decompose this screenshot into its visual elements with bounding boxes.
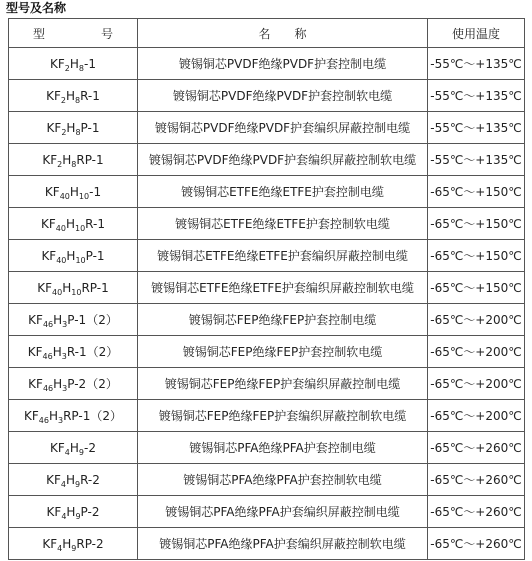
table-row [9, 80, 525, 112]
table-row [9, 48, 525, 80]
temp-cell: -65℃～+150℃ [428, 240, 525, 272]
name-cell: 镀锡铜芯ETFE绝缘ETFE护套编织屏蔽控制电缆 [138, 240, 428, 272]
model-cell: $KF_{40}H_{10}-1$ [9, 176, 138, 208]
name-cell: 镀锡铜芯PVDF绝缘PVDF护套编织屏蔽控制电缆 [138, 112, 428, 144]
table-row [9, 368, 525, 400]
name-cell: 镀锡铜芯PFA绝缘PFA护套编织屏蔽控制电缆 [138, 496, 428, 528]
temp-cell: -55℃～+135℃ [428, 48, 525, 80]
table-row [9, 272, 525, 304]
name-cell: 镀锡铜芯PVDF绝缘PVDF护套控制软电缆 [138, 80, 428, 112]
table-row [9, 432, 525, 464]
table-row [9, 144, 525, 176]
model-cell: $KF_{46}H_3P-2(2)$ [9, 368, 138, 400]
name-cell: 镀锡铜芯PVDF绝缘PVDF护套编织屏蔽控制软电缆 [138, 144, 428, 176]
name-cell: 镀锡铜芯PFA绝缘PFA护套控制电缆 [138, 432, 428, 464]
header-model-label: 型 号 [33, 26, 113, 41]
model-cell: $KF_{46}H_3RP-1(2)$ [9, 400, 138, 432]
temp-cell: -65℃～+200℃ [428, 400, 525, 432]
header-model [9, 19, 138, 48]
name-cell: 镀锡铜芯FEP绝缘FEP护套编织屏蔽控制电缆 [138, 368, 428, 400]
temp-cell: -65℃～+260℃ [428, 432, 525, 464]
name-cell: 镀锡铜芯FEP绝缘FEP护套控制电缆 [138, 304, 428, 336]
model-cell: $KF_{46}H_3R-1(2)$ [9, 336, 138, 368]
temp-cell: -65℃～+200℃ [428, 336, 525, 368]
name-cell: 镀锡铜芯FEP绝缘FEP护套控制软电缆 [138, 336, 428, 368]
model-cell: $KF_2H_8RP-1$ [9, 144, 138, 176]
model-cell: $KF_4H_9RP-2$ [9, 528, 138, 560]
temp-cell: -65℃～+200℃ [428, 368, 525, 400]
header-temp: 使用温度 [428, 19, 525, 48]
temp-cell: -65℃～+260℃ [428, 528, 525, 560]
model-cell: $KF_4H_9P-2$ [9, 496, 138, 528]
name-cell: 镀锡铜芯PFA绝缘PFA护套编织屏蔽控制软电缆 [138, 528, 428, 560]
model-cell: $KF_2H_8-1$ [9, 48, 138, 80]
header-name: 名 称 [138, 19, 428, 48]
name-cell: 镀锡铜芯ETFE绝缘ETFE护套编织屏蔽控制软电缆 [138, 272, 428, 304]
model-cell: $KF_{46}H_3P-1(2)$ [9, 304, 138, 336]
table-row [9, 496, 525, 528]
model-cell: $KF_4H_9-2$ [9, 432, 138, 464]
temp-cell: -65℃～+260℃ [428, 464, 525, 496]
temp-cell: -55℃～+135℃ [428, 144, 525, 176]
name-cell: 镀锡铜芯PVDF绝缘PVDF护套控制电缆 [138, 48, 428, 80]
section-heading: 型号及名称 [6, 1, 67, 15]
table-row [9, 240, 525, 272]
table-row [9, 464, 525, 496]
table-row [9, 400, 525, 432]
model-cell: $KF_4H_9R-2$ [9, 464, 138, 496]
name-cell: 镀锡铜芯PFA绝缘PFA护套控制软电缆 [138, 464, 428, 496]
name-cell: 镀锡铜芯ETFE绝缘ETFE护套控制软电缆 [138, 208, 428, 240]
cable-spec-table [8, 18, 525, 560]
temp-cell: -55℃～+135℃ [428, 112, 525, 144]
name-cell: 镀锡铜芯ETFE绝缘ETFE护套控制电缆 [138, 176, 428, 208]
table-row [9, 336, 525, 368]
temp-cell: -65℃～+150℃ [428, 272, 525, 304]
temp-cell: -65℃～+150℃ [428, 208, 525, 240]
temp-cell: -55℃～+135℃ [428, 80, 525, 112]
temp-cell: -65℃～+200℃ [428, 304, 525, 336]
table-row [9, 112, 525, 144]
table-body [9, 48, 525, 560]
model-cell: $KF_2H_8P-1$ [9, 112, 138, 144]
temp-cell: -65℃～+150℃ [428, 176, 525, 208]
model-cell: $KF_2H_8R-1$ [9, 80, 138, 112]
table-row [9, 304, 525, 336]
table-header-row [9, 19, 525, 48]
table-row [9, 208, 525, 240]
table-row [9, 528, 525, 560]
model-cell: $KF_{40}H_{10}RP-1$ [9, 272, 138, 304]
model-cell: $KF_{40}H_{10}P-1$ [9, 240, 138, 272]
model-cell: $KF_{40}H_{10}R-1$ [9, 208, 138, 240]
table-row [9, 176, 525, 208]
temp-cell: -65℃～+260℃ [428, 496, 525, 528]
name-cell: 镀锡铜芯FEP绝缘FEP护套编织屏蔽控制软电缆 [138, 400, 428, 432]
